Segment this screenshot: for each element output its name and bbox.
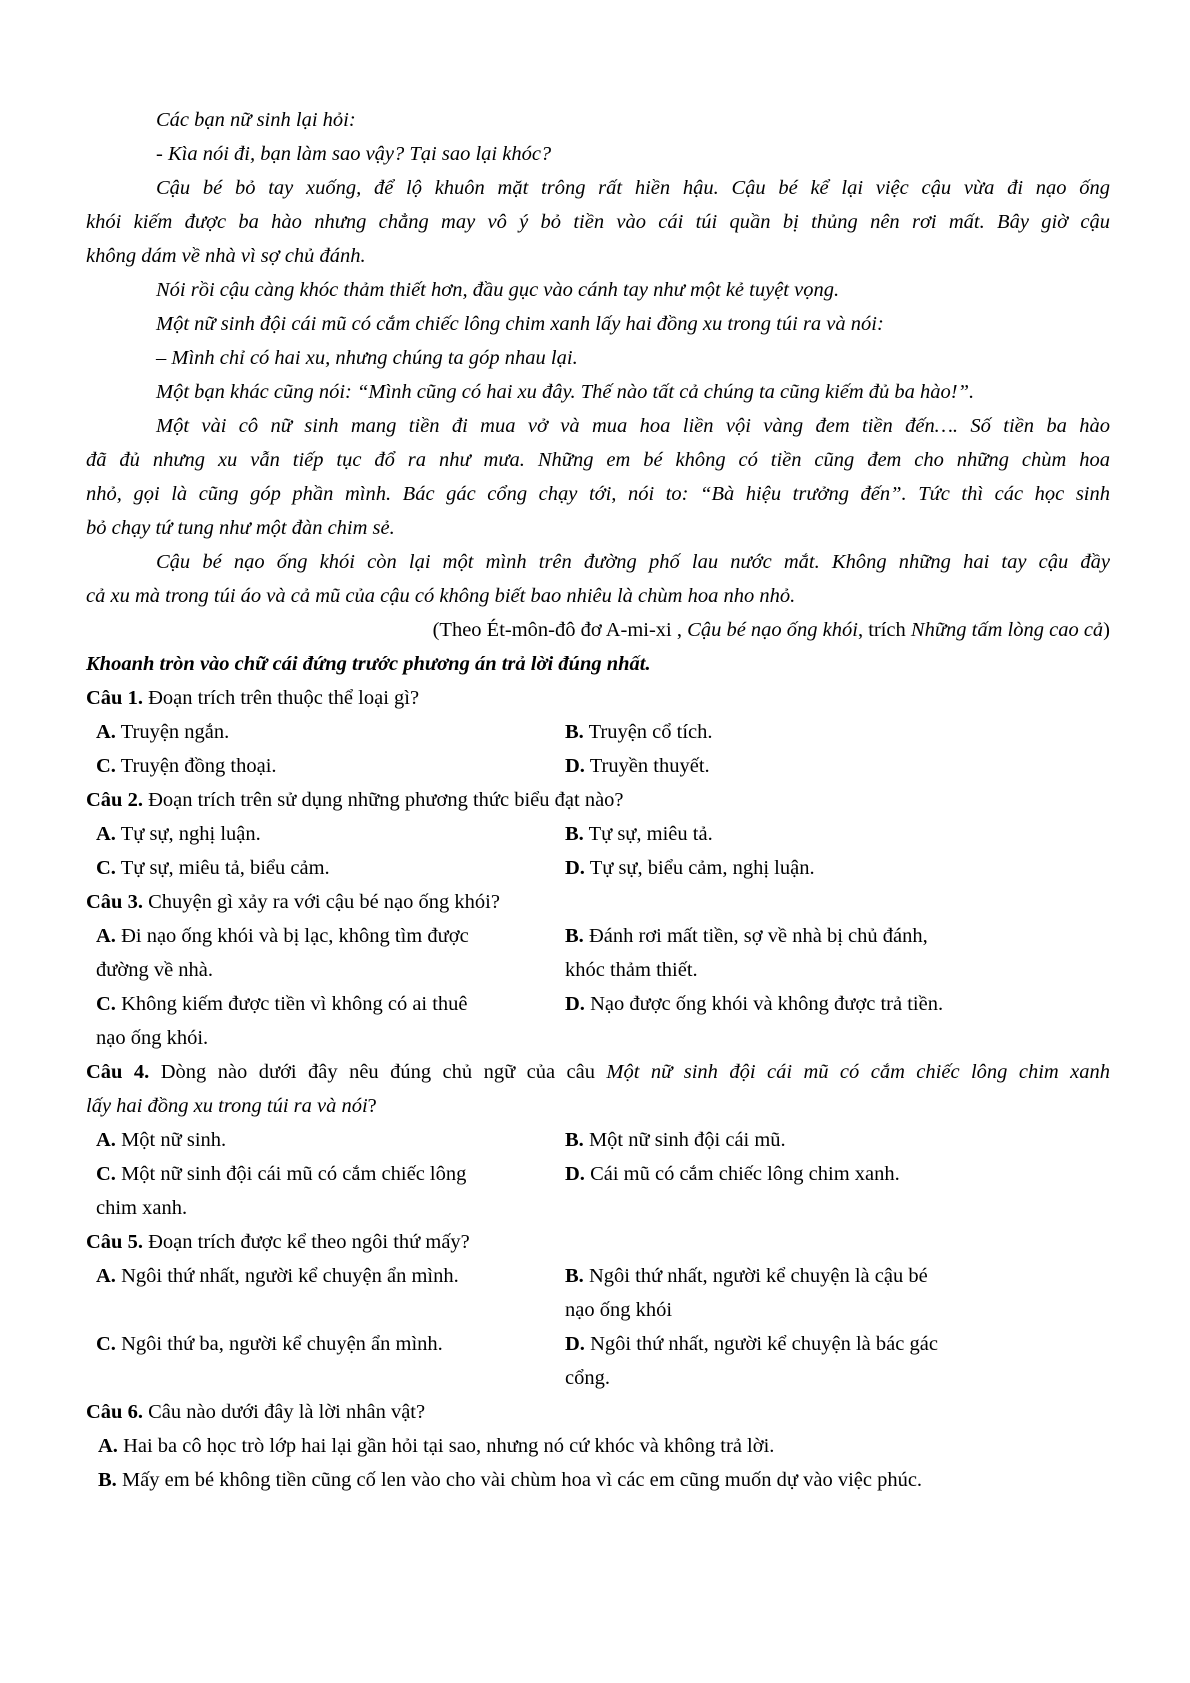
q3-option-c[interactable]: C. Không kiếm được tiền vì không có ai thuê <box>96 993 468 1015</box>
q3-option-c-cont: nạo ống khói. <box>96 1027 209 1049</box>
passage-paragraph: Nói rồi cậu càng khóc thảm thiết hơn, đầu gục vào cánh tay như một kẻ tuyệt vọng. <box>156 279 840 301</box>
question-3: Câu 3. Chuyện gì xảy ra với cậu bé nạo ống khói? <box>86 891 500 913</box>
q1-option-b[interactable]: B. Truyện cổ tích. <box>565 721 713 743</box>
q6-option-a[interactable]: A. Hai ba cô học trò lớp hai lại gần hỏi tại sao, nhưng nó cứ khóc và không trả lời. <box>98 1435 775 1457</box>
question-4-cont: lấy hai đồng xu trong túi ra và nói? <box>86 1095 377 1117</box>
q1-option-c[interactable]: C. Truyện đồng thoại. <box>96 755 277 777</box>
q1-option-a[interactable]: A. Truyện ngắn. <box>96 721 230 743</box>
q6-option-b[interactable]: B. Mấy em bé không tiền cũng cố len vào cho vài chùm hoa vì các em cũng muốn dự vào việc phúc. <box>98 1469 923 1491</box>
source-citation: (Theo Ét-môn-đô đơ A-mi-xi , Cậu bé nạo ống khói, trích Những tấm lòng cao cả) <box>432 619 1110 641</box>
passage-paragraph: - Kìa nói đi, bạn làm sao vậy? Tại sao lại khóc? <box>156 143 552 165</box>
q2-option-d[interactable]: D. Tự sự, biểu cảm, nghị luận. <box>565 857 815 879</box>
q5-option-d-cont: cổng. <box>565 1367 610 1389</box>
question-2: Câu 2. Đoạn trích trên sử dụng những phương thức biểu đạt nào? <box>86 789 624 811</box>
passage-paragraph: – Mình chỉ có hai xu, nhưng chúng ta góp nhau lại. <box>156 347 578 369</box>
passage-line: không dám về nhà vì sợ chủ đánh. <box>86 245 366 267</box>
passage-paragraph: Một bạn khác cũng nói: “Mình cũng có hai xu đây. Thế nào tất cả chúng ta cũng kiếm đủ ba hào!”. <box>156 381 975 403</box>
question-4: Câu 4. Dòng nào dưới đây nêu đúng chủ ngữ của câu Một nữ sinh đội cái mũ có cắm chiếc lông chim xanh <box>86 1061 1110 1083</box>
q1-option-d[interactable]: D. Truyền thuyết. <box>565 755 710 777</box>
q4-option-b[interactable]: B. Một nữ sinh đội cái mũ. <box>565 1129 786 1151</box>
q4-option-c-cont: chim xanh. <box>96 1197 188 1219</box>
q3-option-a[interactable]: A. Đi nạo ống khói và bị lạc, không tìm được <box>96 925 469 947</box>
q3-option-b[interactable]: B. Đánh rơi mất tiền, sợ về nhà bị chủ đánh, <box>565 925 928 947</box>
q2-option-c[interactable]: C. Tự sự, miêu tả, biểu cảm. <box>96 857 330 879</box>
q3-option-a-cont: đường về nhà. <box>96 959 214 981</box>
passage-line: nhỏ, gọi là cũng góp phần mình. Bác gác cổng chạy tới, nói to: “Bà hiệu trưởng đến”. Tức thì các học sinh <box>86 483 1110 505</box>
passage-line: đã đủ nhưng xu vẫn tiếp tục đổ ra như mưa. Những em bé không có tiền cũng đem cho những chùm hoa <box>86 449 1110 471</box>
passage-line: khói kiếm được ba hào nhưng chẳng may vô ý bỏ tiền vào cái túi quần bị thủng nên rơi mất. Bây giờ cậu <box>86 211 1110 233</box>
q4-option-d[interactable]: D. Cái mũ có cắm chiếc lông chim xanh. <box>565 1163 900 1185</box>
passage-line: bỏ chạy tứ tung như một đàn chim sẻ. <box>86 517 395 539</box>
q5-option-c[interactable]: C. Ngôi thứ ba, người kể chuyện ẩn mình. <box>96 1333 443 1355</box>
q5-option-b[interactable]: B. Ngôi thứ nhất, người kể chuyện là cậu bé <box>565 1265 928 1287</box>
q2-option-b[interactable]: B. Tự sự, miêu tả. <box>565 823 713 845</box>
question-5: Câu 5. Đoạn trích được kể theo ngôi thứ mấy? <box>86 1231 470 1253</box>
q3-option-d[interactable]: D. Nạo được ống khói và không được trả tiền. <box>565 993 944 1015</box>
question-6: Câu 6. Câu nào dưới đây là lời nhân vật? <box>86 1401 426 1423</box>
passage-line: Cậu bé nạo ống khói còn lại một mình trên đường phố lau nước mắt. Không những hai tay cậu đầy <box>156 551 1110 573</box>
passage-line: Một vài cô nữ sinh mang tiền đi mua vở và mua hoa liền vội vàng đem tiền đến…. Số tiền ba hào <box>156 415 1110 437</box>
q5-option-b-cont: nạo ống khói <box>565 1299 673 1321</box>
instruction: Khoanh tròn vào chữ cái đứng trước phương án trả lời đúng nhất. <box>86 653 651 675</box>
q4-option-a[interactable]: A. Một nữ sinh. <box>96 1129 227 1151</box>
q5-option-a[interactable]: A. Ngôi thứ nhất, người kể chuyện ẩn mình. <box>96 1265 459 1287</box>
q2-option-a[interactable]: A. Tự sự, nghị luận. <box>96 823 261 845</box>
passage-line: cả xu mà trong túi áo và cả mũ của cậu có không biết bao nhiêu là chùm hoa nho nhỏ. <box>86 585 796 607</box>
passage-line: Cậu bé bỏ tay xuống, để lộ khuôn mặt trông rất hiền hậu. Cậu bé kể lại việc cậu vừa đi nạo ống <box>156 177 1110 199</box>
q4-option-c[interactable]: C. Một nữ sinh đội cái mũ có cắm chiếc lông <box>96 1163 467 1185</box>
passage-paragraph: Các bạn nữ sinh lại hỏi: <box>156 109 356 131</box>
q3-option-b-cont: khóc thảm thiết. <box>565 959 698 981</box>
question-1: Câu 1. Đoạn trích trên thuộc thể loại gì? <box>86 687 420 709</box>
q5-option-d[interactable]: D. Ngôi thứ nhất, người kể chuyện là bác gác <box>565 1333 938 1355</box>
passage-paragraph: Một nữ sinh đội cái mũ có cắm chiếc lông chim xanh lấy hai đồng xu trong túi ra và nói: <box>156 313 884 335</box>
